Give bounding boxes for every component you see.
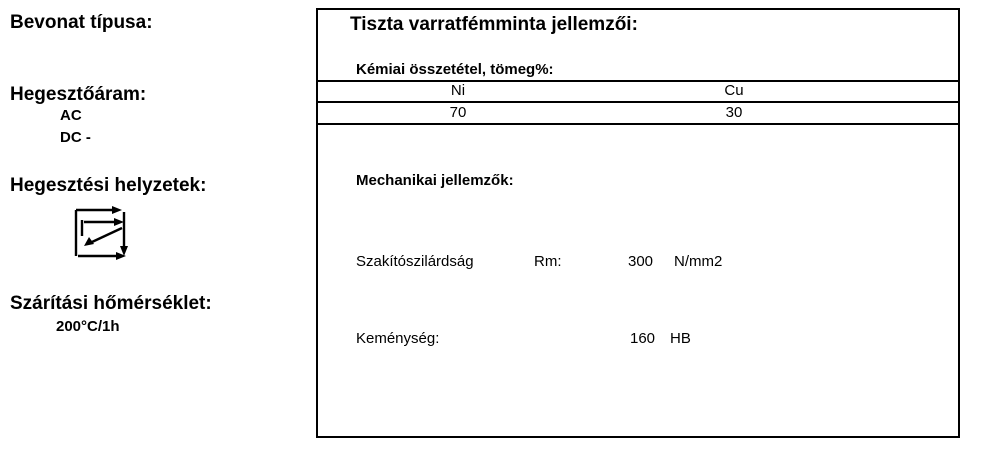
- table-top-border: [318, 80, 958, 82]
- chemical-composition-title: Kémiai összetétel, tömeg%:: [356, 61, 554, 78]
- hardness-label: Keménység:: [356, 330, 440, 347]
- current-ac: AC: [60, 107, 82, 124]
- table-middle-border: [318, 101, 958, 103]
- tensile-strength-symbol: Rm:: [534, 253, 562, 270]
- coating-type-label: Bevonat típusa:: [10, 12, 153, 33]
- box-title: Tiszta varratfémminta jellemzői:: [350, 14, 638, 35]
- tensile-strength-value: 300: [628, 253, 654, 270]
- table-value-ni: 70: [449, 104, 467, 121]
- hardness-unit: HB: [670, 330, 691, 347]
- mechanical-properties-title: Mechanikai jellemzők:: [356, 172, 514, 189]
- hardness-value: 160: [630, 330, 656, 347]
- drying-temperature-label: Szárítási hőmérséklet:: [10, 293, 212, 314]
- welding-positions-label: Hegesztési helyzetek:: [10, 175, 207, 196]
- welding-current-label: Hegesztőáram:: [10, 84, 147, 105]
- tensile-strength-unit: N/mm2: [674, 253, 723, 270]
- table-header-ni: Ni: [450, 82, 466, 99]
- weld-metal-properties-box: [316, 8, 960, 438]
- tensile-strength-label: Szakítószilárdság: [356, 253, 474, 270]
- drying-temperature-value: 200°C/1h: [56, 318, 120, 335]
- table-value-cu: 30: [725, 104, 743, 121]
- table-header-cu: Cu: [724, 82, 744, 99]
- table-bottom-border: [318, 123, 958, 125]
- welding-positions-icon: [72, 206, 132, 262]
- current-dc: DC -: [60, 129, 91, 146]
